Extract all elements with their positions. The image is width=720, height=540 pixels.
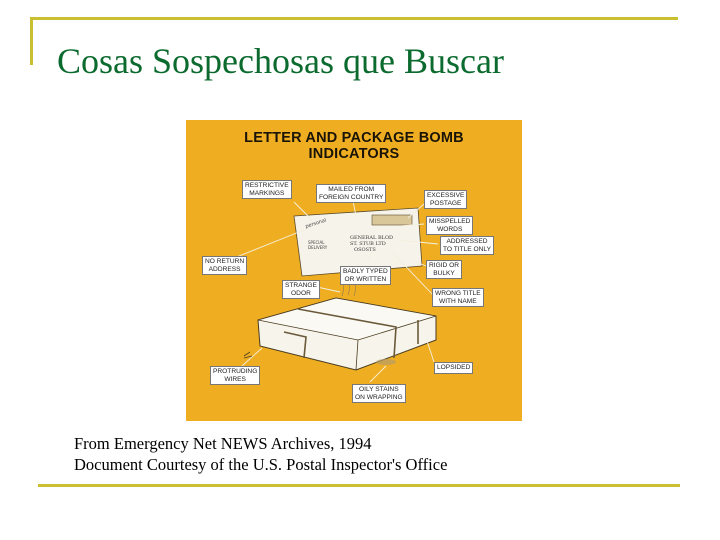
label-badly-typed-or-written: BADLY TYPED OR WRITTEN [340,266,391,285]
label-restrictive-markings: RESTRICTIVE MARKINGS [242,180,292,199]
svg-text:ST. STUB LTD: ST. STUB LTD [350,241,386,247]
label-addressed-to-title-only: ADDRESSED TO TITLE ONLY [440,236,494,255]
caption-line-1: From Emergency Net NEWS Archives, 1994 [74,434,372,453]
label-wrong-title-with-name: WRONG TITLE WITH NAME [432,288,484,307]
frame-bottom-rule [38,484,680,487]
label-protruding-wires: PROTRUDING WIRES [210,366,260,385]
label-strange-odor: STRANGE ODOR [282,280,320,299]
poster-title [186,130,522,162]
package-illustration [244,281,436,370]
svg-text:SPECIAL: SPECIAL [308,240,325,245]
label-misspelled-words: MISSPELLED WORDS [426,216,473,235]
label-mailed-from-foreign-country: MAILED FROM FOREIGN COUNTRY [316,184,386,203]
svg-text:GENERAL BLOD: GENERAL BLOD [350,235,394,241]
label-excessive-postage: EXCESSIVE POSTAGE [424,190,467,209]
label-lopsided: LOPSIDED [434,362,473,374]
label-rigid-or-bulky: RIGID OR BULKY [426,260,462,279]
svg-text:DELIVERY: DELIVERY [308,245,328,250]
frame-left-rule [30,17,33,65]
bomb-indicators-poster [186,120,522,421]
frame-top-rule [30,17,678,20]
caption-line-2: Document Courtesy of the U.S. Postal Inspector's Office [74,455,448,474]
source-caption [74,433,447,475]
svg-text:OSOSTS: OSOSTS [354,247,376,253]
poster-title-line-1: LETTER AND PACKAGE BOMB [244,130,464,146]
slide-title: Cosas Sospechosas que Buscar [57,41,504,81]
svg-text:personal: personal [304,217,328,230]
poster-title-line-2: INDICATORS [308,146,400,162]
label-no-return-address: NO RETURN ADDRESS [202,256,247,275]
label-oily-stains-on-wrapping: OILY STAINS ON WRAPPING [352,384,406,403]
